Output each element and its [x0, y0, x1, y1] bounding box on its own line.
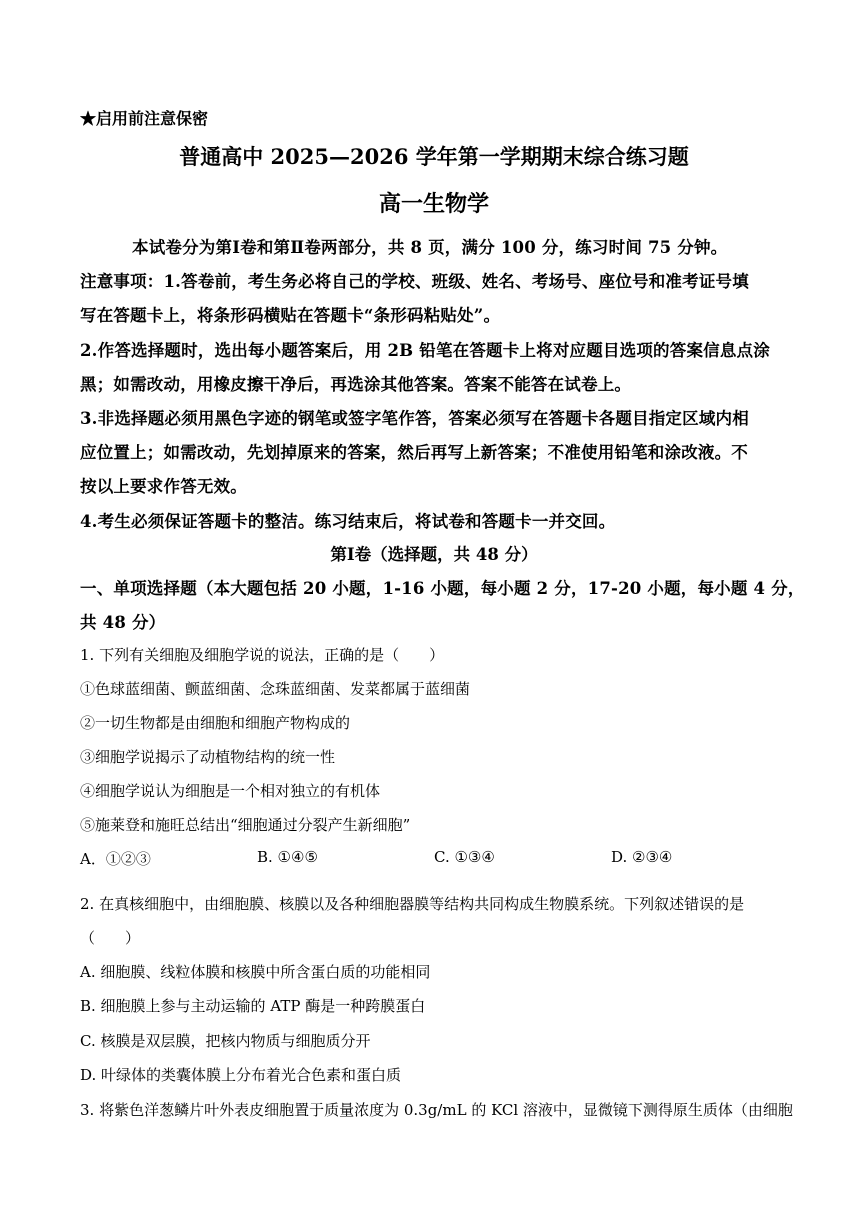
- q1-option-d: D. ②③④: [611, 848, 673, 866]
- q2-option-c: C. 核膜是双层膜，把核内物质与细胞质分开: [80, 1032, 371, 1050]
- notice-line-2: 写在答题卡上，将条形码横贴在答题卡“条形码粘贴处”。: [80, 306, 501, 325]
- notice-line-5: 3.非选择题必须用黑色字迹的钢笔或签字笔作答，答案必须写在答题卡各题目指定区域内相: [80, 409, 749, 428]
- section-heading-line-2: 共 48 分）: [80, 613, 166, 632]
- exam-subtitle: 高一生物学: [378, 191, 489, 217]
- notice-line-8: 4.考生必须保证答题卡的整洁。练习结束后，将试卷和答题卡一并交回。: [80, 512, 616, 531]
- q1-statement-3: ③细胞学说揭示了动植物结构的统一性: [80, 748, 336, 766]
- q1-statement-1: ①色球蓝细菌、颤蓝细菌、念珠蓝细菌、发菜都属于蓝细菌: [80, 680, 471, 698]
- q1-statement-2: ②一切生物都是由细胞和细胞产物构成的: [80, 714, 351, 732]
- notice-line-6: 应位置上；如需改动，先划掉原来的答案，然后再写上新答案；不准使用铅笔和涂改液。不: [80, 443, 748, 462]
- q2-option-d: D. 叶绿体的类囊体膜上分布着光合色素和蛋白质: [80, 1066, 402, 1084]
- notice-line-7: 按以上要求作答无效。: [80, 477, 247, 496]
- q1-option-b: B. ①④⑤: [257, 848, 318, 866]
- q2-option-a: A. 细胞膜、线粒体膜和核膜中所含蛋白质的功能相同: [80, 963, 431, 981]
- section-heading-line-1: 一、单项选择题（本大题包括 20 小题，1-16 小题，每小题 2 分，17-20 小题，每小题 4 分，: [80, 579, 805, 598]
- q1-statement-4: ④细胞学说认为细胞是一个相对独立的有机体: [80, 782, 381, 800]
- confidential-mark: ★启用前注意保密: [80, 109, 209, 128]
- q1-option-c: C. ①③④: [434, 848, 495, 866]
- section-title: 第Ⅰ卷（选择题，共 48 分）: [330, 545, 538, 564]
- exam-title: 普通高中 2025—2026 学年第一学期期末综合练习题: [179, 144, 689, 169]
- notice-line-4: 黑；如需改动，用橡皮擦干净后，再选涂其他答案。答案不能答在试卷上。: [80, 375, 632, 394]
- notice-line-1: 注意事项：1.答卷前，考生务必将自己的学校、班级、姓名、考场号、座位号和准考证号填: [80, 272, 749, 291]
- q2-option-b: B. 细胞膜上参与主动运输的 ATP 酶是一种跨膜蛋白: [80, 997, 426, 1015]
- q1-option-a: A．①②③: [80, 850, 151, 868]
- q2-stem: 2. 在真核细胞中，由细胞膜、核膜以及各种细胞器膜等结构共同构成生物膜系统。下列叙述错误的是: [80, 895, 745, 913]
- notice-line-3: 2.作答选择题时，选出每小题答案后，用 2B 铅笔在答题卡上将对应题目选项的答案信息点涂: [80, 341, 770, 360]
- q3-stem: 3. 将紫色洋葱鳞片叶外表皮细胞置于质量浓度为 0.3g/mL 的 KCl 溶液中，显微镜下测得原生质体（由细胞: [80, 1101, 793, 1119]
- q1-stem: 1. 下列有关细胞及细胞学说的说法，正确的是（ ）: [80, 646, 445, 664]
- q1-statement-5: ⑤施莱登和施旺总结出“细胞通过分裂产生新细胞”: [80, 816, 411, 834]
- q2-paren: （ ）: [80, 929, 141, 947]
- intro-text: 本试卷分为第Ⅰ卷和第Ⅱ卷两部分，共 8 页，满分 100 分，练习时间 75 分钟。: [132, 238, 728, 257]
